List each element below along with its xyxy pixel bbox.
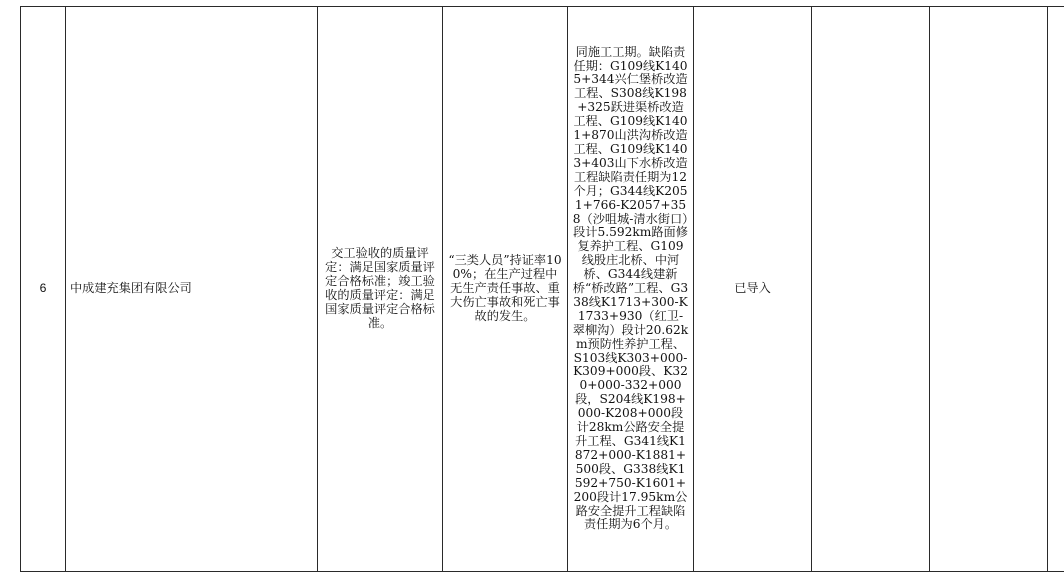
company-name: 中成建充集团有限公司 [66, 7, 318, 572]
empty-cell-8 [930, 7, 1048, 572]
empty-cell-9 [1048, 7, 1064, 572]
import-status: 已导入 [694, 7, 812, 572]
quality-assessment: 交工验收的质量评定：满足国家质量评定合格标准；竣工验收的质量评定：满足国家质量评定合格标准。 [318, 7, 443, 572]
table-row [21, 7, 1064, 572]
row-index: 6 [21, 7, 66, 572]
record-table [20, 6, 1064, 572]
empty-cell-7 [812, 7, 930, 572]
project-warranty-details: 同施工工期。缺陷责任期：G109线K1405+344兴仁堡桥改造工程、S308线K198+325跃进渠桥改造工程、G109线K1401+870山洪沟桥改造工程、G109线K1403+403山下水桥改造工程缺陷责任期为12个月；G344线K2051+766-K2057+358（沙咀城-清水街口）段计5.592km路面修复养护工程、G109线殷庄北桥、中河桥、G344线建新桥“桥改路”工程、G338线K1713+300-K1733+930（红卫-翠柳沟）段计20.62km预防性养护工程、S103线K303+000-K309+000段、K320+000-332+000段，S204线K198+000-K208+000段计28km公路安全提升工程、G341线K1872+000-K1881+500段、G338线K1592+750-K1601+200段计17.95km公路安全提升工程缺陷责任期为6个月。 [568, 7, 694, 572]
safety-record: “三类人员”持证率100%；在生产过程中无生产责任事故、重大伤亡事故和死亡事故的发生。 [443, 7, 568, 572]
